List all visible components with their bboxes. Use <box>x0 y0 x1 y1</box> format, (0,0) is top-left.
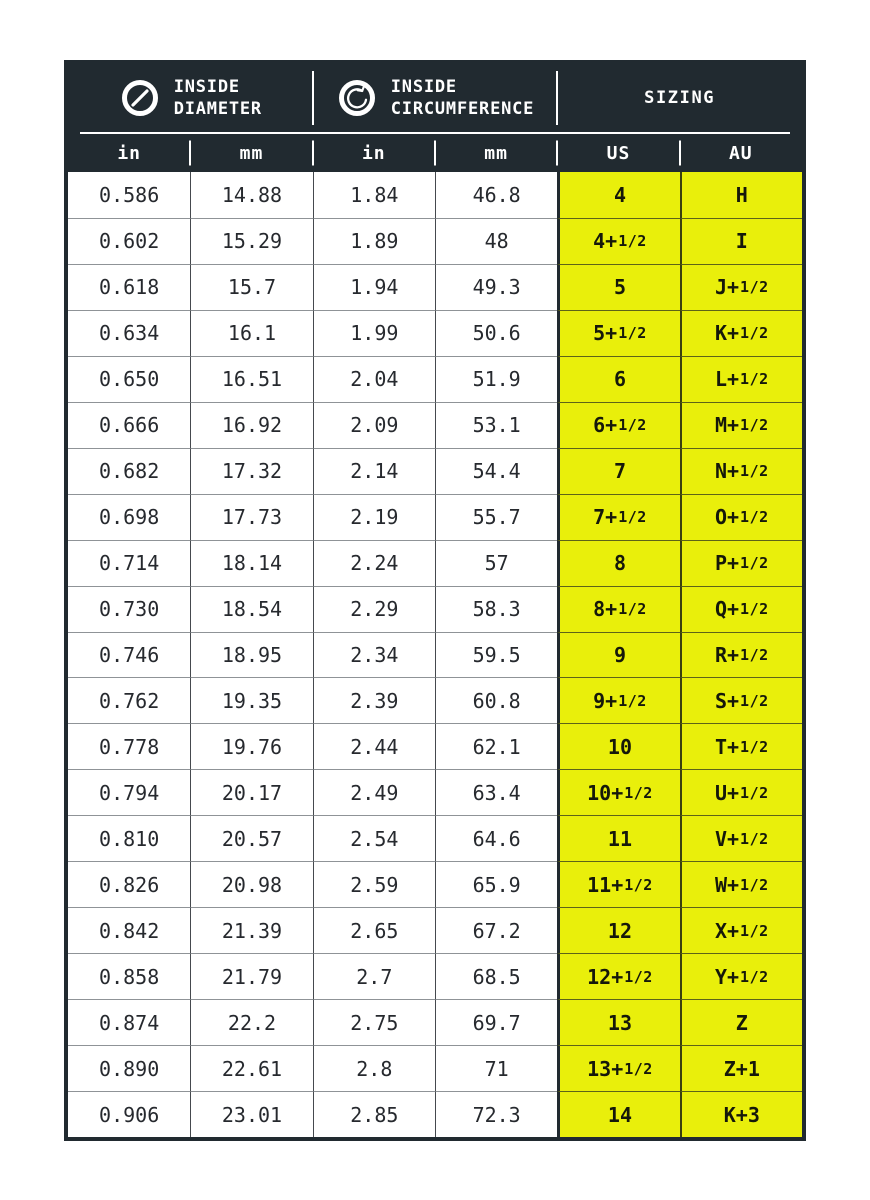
cell-circumference-mm: 68.5 <box>435 953 557 999</box>
cell-circumference-mm: 69.7 <box>435 999 557 1045</box>
cell-diameter-in: 0.666 <box>68 402 190 448</box>
au-size-fraction: 1/2 <box>740 324 769 343</box>
circumference-icon <box>336 77 378 119</box>
au-size-value: V+ <box>714 826 740 851</box>
us-size-fraction: 1/2 <box>618 232 647 251</box>
column-header-diameter-mm: mm <box>190 143 312 164</box>
au-size-value: L+ <box>714 367 740 392</box>
cell-circumference-in: 2.85 <box>313 1091 435 1137</box>
us-size-value: 11 <box>607 826 633 851</box>
cell-diameter-mm: 21.79 <box>190 953 312 999</box>
cell-diameter-in: 0.890 <box>68 1045 190 1091</box>
group-label-line2: CIRCUMFERENCE <box>390 99 535 119</box>
cell-diameter-in: 0.842 <box>68 907 190 953</box>
cell-diameter-mm: 18.54 <box>190 586 312 632</box>
au-size-value: Z <box>735 1010 748 1035</box>
cell-us-size <box>557 815 679 861</box>
au-size-fraction: 1/2 <box>740 508 769 527</box>
cell-us-size <box>557 907 679 953</box>
cell-diameter-mm: 22.61 <box>190 1045 312 1091</box>
table-row <box>68 586 802 632</box>
us-size-value: 4+ <box>593 229 618 254</box>
au-size-fraction: 1/2 <box>740 737 769 756</box>
us-size-value: 9 <box>613 643 626 667</box>
table-row <box>68 218 802 264</box>
cell-diameter-mm: 16.51 <box>190 356 312 402</box>
au-size-value: I <box>735 229 748 254</box>
us-size-fraction: 1/2 <box>624 967 653 986</box>
cell-circumference-mm: 64.6 <box>435 815 557 861</box>
table-row <box>68 494 802 540</box>
cell-us-size <box>557 172 679 218</box>
cell-diameter-mm: 18.14 <box>190 540 312 586</box>
us-size-value: 9+ <box>593 688 618 713</box>
cell-diameter-mm: 19.76 <box>190 723 312 769</box>
us-size-value: 10+ <box>587 780 624 805</box>
cell-au-size <box>680 264 802 310</box>
cell-diameter-mm: 14.88 <box>190 172 312 218</box>
table-row <box>68 999 802 1045</box>
us-size-value: 8+ <box>593 597 618 622</box>
cell-circumference-mm: 57 <box>435 540 557 586</box>
us-size-value: 8 <box>613 551 626 576</box>
cell-us-size <box>557 586 679 632</box>
us-size-value: 10 <box>607 734 633 759</box>
au-size-fraction: 1/2 <box>740 554 769 573</box>
au-size-fraction: 1/2 <box>740 921 769 940</box>
header-group-row <box>68 64 802 132</box>
us-size-value: 11+ <box>587 872 624 897</box>
us-size-value: 4 <box>613 182 626 207</box>
cell-diameter-in: 0.778 <box>68 723 190 769</box>
table-row <box>68 1091 802 1137</box>
table-row <box>68 815 802 861</box>
cell-us-size <box>557 540 679 586</box>
cell-circumference-in: 2.09 <box>313 402 435 448</box>
group-label-line2: DIAMETER <box>173 99 262 119</box>
group-label-sizing <box>644 87 715 109</box>
cell-diameter-in: 0.794 <box>68 769 190 815</box>
cell-au-size <box>680 586 802 632</box>
cell-au-size <box>680 310 802 356</box>
au-size-fraction: 1/2 <box>740 600 769 619</box>
cell-au-size <box>680 218 802 264</box>
table-row <box>68 632 802 678</box>
column-header-circumference-mm: mm <box>435 143 557 164</box>
us-size-value: 12 <box>607 918 633 943</box>
cell-circumference-mm: 48 <box>435 218 557 264</box>
au-size-value: Q+ <box>714 597 740 622</box>
cell-au-size <box>680 953 802 999</box>
cell-circumference-in: 2.49 <box>313 769 435 815</box>
au-size-fraction: 1/2 <box>740 278 769 297</box>
cell-us-size <box>557 264 679 310</box>
cell-us-size <box>557 677 679 723</box>
cell-diameter-in: 0.826 <box>68 861 190 907</box>
au-size-value: T+ <box>714 734 740 759</box>
table-row <box>68 677 802 723</box>
column-header-diameter-in: in <box>117 142 141 164</box>
table-row <box>68 448 802 494</box>
au-size-value: S+ <box>714 688 740 713</box>
cell-diameter-mm: 22.2 <box>190 999 312 1045</box>
us-size-value: 6+ <box>593 413 618 438</box>
au-size-value: W+ <box>714 872 740 897</box>
cell-diameter-mm: 15.29 <box>190 218 312 264</box>
cell-circumference-in: 2.59 <box>313 861 435 907</box>
au-size-fraction: 1/2 <box>740 783 769 802</box>
cell-diameter-mm: 20.57 <box>190 815 312 861</box>
cell-us-size <box>557 632 679 678</box>
cell-circumference-in: 2.54 <box>313 815 435 861</box>
au-size-value: U+ <box>714 780 740 805</box>
cell-circumference-in: 2.29 <box>313 586 435 632</box>
au-size-fraction: 1/2 <box>740 646 769 664</box>
us-size-value: 13 <box>607 1010 633 1035</box>
cell-au-size <box>680 494 802 540</box>
cell-us-size <box>557 218 679 264</box>
cell-circumference-mm: 59.5 <box>435 632 557 678</box>
header-group-inside-diameter <box>68 76 313 121</box>
us-size-value: 7+ <box>593 505 618 530</box>
diameter-icon <box>119 77 161 119</box>
header-group-sizing <box>557 87 802 109</box>
cell-diameter-in: 0.586 <box>68 172 190 218</box>
cell-circumference-mm: 50.6 <box>435 310 557 356</box>
au-size-value: Y+ <box>714 964 740 989</box>
cell-diameter-mm: 20.98 <box>190 861 312 907</box>
cell-diameter-mm: 15.7 <box>190 264 312 310</box>
cell-au-size <box>680 1045 802 1091</box>
cell-diameter-mm: 17.32 <box>190 448 312 494</box>
cell-diameter-in: 0.698 <box>68 494 190 540</box>
au-size-value: X+ <box>714 918 740 943</box>
cell-diameter-in: 0.714 <box>68 540 190 586</box>
cell-us-size <box>557 310 679 356</box>
cell-circumference-in: 2.24 <box>313 540 435 586</box>
cell-circumference-mm: 67.2 <box>435 907 557 953</box>
cell-au-size <box>680 723 802 769</box>
table-row <box>68 402 802 448</box>
table-row <box>68 172 802 218</box>
au-size-fraction: 1/2 <box>740 416 769 435</box>
header-group-divider <box>312 71 314 125</box>
cell-circumference-in: 2.7 <box>313 953 435 999</box>
cell-circumference-mm: 53.1 <box>435 402 557 448</box>
column-header-row <box>68 134 802 172</box>
cell-circumference-in: 1.89 <box>313 218 435 264</box>
ring-size-chart-table <box>64 60 806 1141</box>
table-row <box>68 953 802 999</box>
table-row <box>68 1045 802 1091</box>
us-size-fraction: 1/2 <box>624 875 653 894</box>
header-group-divider <box>556 71 558 125</box>
table-body <box>68 172 802 1137</box>
us-size-value: 5+ <box>593 321 618 346</box>
cell-circumference-mm: 62.1 <box>435 723 557 769</box>
cell-diameter-mm: 16.1 <box>190 310 312 356</box>
cell-circumference-mm: 65.9 <box>435 861 557 907</box>
us-size-value: 7 <box>613 459 626 484</box>
us-size-value: 14 <box>607 1102 633 1127</box>
au-size-value: K+3 <box>723 1102 760 1127</box>
table-row <box>68 861 802 907</box>
us-size-fraction: 1/2 <box>618 416 647 435</box>
cell-circumference-in: 2.65 <box>313 907 435 953</box>
table-row <box>68 310 802 356</box>
cell-us-size <box>557 723 679 769</box>
cell-circumference-in: 2.75 <box>313 999 435 1045</box>
table-row <box>68 723 802 769</box>
group-label-line1: SIZING <box>644 87 716 108</box>
cell-circumference-in: 2.44 <box>313 723 435 769</box>
au-size-fraction: 1/2 <box>740 370 769 389</box>
cell-diameter-mm: 17.73 <box>190 494 312 540</box>
cell-circumference-mm: 46.8 <box>435 172 557 218</box>
cell-diameter-mm: 21.39 <box>190 907 312 953</box>
header-group-inside-circumference <box>313 76 558 121</box>
cell-circumference-mm: 54.4 <box>435 448 557 494</box>
au-size-fraction: 1/2 <box>740 967 769 986</box>
cell-circumference-mm: 63.4 <box>435 769 557 815</box>
cell-au-size <box>680 815 802 861</box>
cell-au-size <box>680 677 802 723</box>
cell-diameter-in: 0.634 <box>68 310 190 356</box>
table-row <box>68 907 802 953</box>
column-header-circumference-in: in <box>313 143 435 164</box>
cell-us-size <box>557 356 679 402</box>
us-size-value: 12+ <box>587 964 624 989</box>
table-header <box>68 64 802 172</box>
cell-diameter-in: 0.746 <box>68 632 190 678</box>
au-size-fraction: 1/2 <box>740 462 769 481</box>
cell-au-size <box>680 769 802 815</box>
cell-us-size <box>557 448 679 494</box>
cell-diameter-in: 0.874 <box>68 999 190 1045</box>
cell-diameter-in: 0.602 <box>68 218 190 264</box>
cell-au-size <box>680 999 802 1045</box>
au-size-fraction: 1/2 <box>740 829 769 848</box>
group-label-line1: INSIDE <box>390 76 457 97</box>
cell-diameter-in: 0.618 <box>68 264 190 310</box>
cell-circumference-in: 2.19 <box>313 494 435 540</box>
cell-diameter-in: 0.762 <box>68 677 190 723</box>
cell-diameter-in: 0.810 <box>68 815 190 861</box>
us-size-value: 6 <box>613 367 626 392</box>
cell-au-size <box>680 540 802 586</box>
cell-us-size <box>557 999 679 1045</box>
cell-circumference-in: 1.99 <box>313 310 435 356</box>
cell-us-size <box>557 1091 679 1137</box>
table-row <box>68 769 802 815</box>
cell-circumference-in: 1.84 <box>313 172 435 218</box>
cell-circumference-mm: 58.3 <box>435 586 557 632</box>
group-label-line1: INSIDE <box>173 76 240 97</box>
group-label-inside-diameter <box>174 76 262 121</box>
cell-diameter-in: 0.730 <box>68 586 190 632</box>
column-header-au: AU <box>680 143 802 164</box>
au-size-value: O+ <box>714 505 740 530</box>
cell-circumference-mm: 55.7 <box>435 494 557 540</box>
cell-us-size <box>557 494 679 540</box>
cell-diameter-in: 0.650 <box>68 356 190 402</box>
au-size-value: N+ <box>714 459 740 484</box>
us-size-fraction: 1/2 <box>624 783 653 802</box>
cell-au-size <box>680 402 802 448</box>
cell-circumference-in: 2.14 <box>313 448 435 494</box>
cell-circumference-mm: 49.3 <box>435 264 557 310</box>
group-label-inside-circumference <box>391 76 534 121</box>
cell-au-size <box>680 861 802 907</box>
us-size-value: 13+ <box>587 1056 624 1081</box>
cell-diameter-mm: 18.95 <box>190 632 312 678</box>
au-size-value: H <box>735 182 748 207</box>
cell-circumference-in: 1.94 <box>313 264 435 310</box>
au-size-value: P+ <box>714 551 740 576</box>
cell-us-size <box>557 402 679 448</box>
cell-au-size <box>680 172 802 218</box>
cell-circumference-mm: 51.9 <box>435 356 557 402</box>
column-header-us: US <box>557 143 679 164</box>
us-size-fraction: 1/2 <box>618 600 647 619</box>
cell-diameter-in: 0.682 <box>68 448 190 494</box>
au-size-fraction: 1/2 <box>740 691 769 710</box>
au-size-value: Z+1 <box>723 1056 760 1081</box>
cell-diameter-mm: 20.17 <box>190 769 312 815</box>
us-size-fraction: 1/2 <box>618 691 647 710</box>
cell-diameter-mm: 23.01 <box>190 1091 312 1137</box>
au-size-value: J+ <box>714 275 740 300</box>
au-size-value: R+ <box>714 643 740 667</box>
cell-circumference-in: 2.04 <box>313 356 435 402</box>
cell-au-size <box>680 632 802 678</box>
au-size-value: M+ <box>714 413 740 438</box>
table-row <box>68 540 802 586</box>
cell-circumference-mm: 71 <box>435 1045 557 1091</box>
cell-diameter-mm: 16.92 <box>190 402 312 448</box>
cell-circumference-mm: 60.8 <box>435 677 557 723</box>
cell-us-size <box>557 1045 679 1091</box>
cell-au-size <box>680 356 802 402</box>
au-size-fraction: 1/2 <box>740 875 769 894</box>
cell-au-size <box>680 448 802 494</box>
cell-au-size <box>680 907 802 953</box>
cell-diameter-in: 0.858 <box>68 953 190 999</box>
cell-circumference-mm: 72.3 <box>435 1091 557 1137</box>
cell-us-size <box>557 861 679 907</box>
au-size-value: K+ <box>714 321 740 346</box>
cell-circumference-in: 2.34 <box>313 632 435 678</box>
table-row <box>68 356 802 402</box>
us-size-fraction: 1/2 <box>624 1059 653 1078</box>
cell-circumference-in: 2.39 <box>313 677 435 723</box>
cell-au-size <box>680 1091 802 1137</box>
table-row <box>68 264 802 310</box>
cell-diameter-in: 0.906 <box>68 1091 190 1137</box>
us-size-fraction: 1/2 <box>618 324 647 343</box>
us-size-fraction: 1/2 <box>618 508 647 527</box>
us-size-value: 5 <box>613 275 626 300</box>
cell-us-size <box>557 769 679 815</box>
cell-us-size <box>557 953 679 999</box>
cell-diameter-mm: 19.35 <box>190 677 312 723</box>
cell-circumference-in: 2.8 <box>313 1045 435 1091</box>
